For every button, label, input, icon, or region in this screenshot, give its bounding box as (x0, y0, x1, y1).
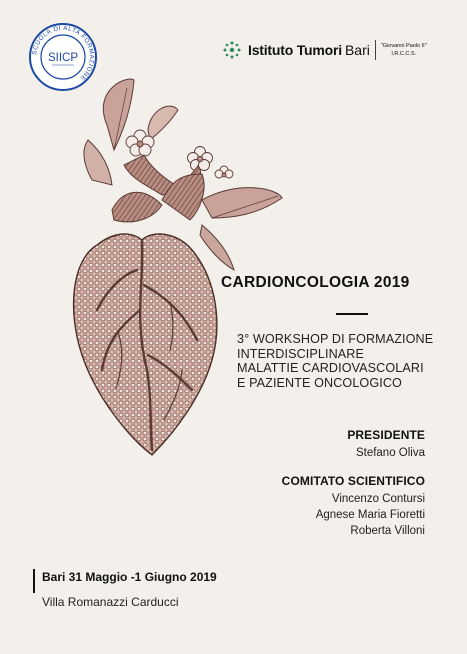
committee-member: Agnese Maria Fioretti (315, 509, 425, 521)
president-name: Stefano Oliva (355, 447, 425, 459)
seal-acronym: SIICP (47, 52, 79, 64)
committee-member: Roberta Villoni (350, 525, 425, 537)
institute-sub-line2: I.R.C.C.S. (391, 51, 417, 57)
institute-name: Istituto Tumori (248, 42, 342, 58)
seal-ring-text: SCUOLA DI ALTA FORMAZIONE (31, 24, 96, 82)
institute-city: Bari (344, 42, 370, 58)
heart-with-flowers-image (52, 70, 292, 470)
event-subtitle (237, 332, 457, 390)
institute-mark-icon (222, 40, 242, 60)
subtitle-line: MALATTIE CARDIOVASCOLARI (237, 361, 424, 375)
event-title: CARDIONCOLOGIA 2019 (221, 274, 410, 291)
president-block (347, 428, 425, 461)
title-divider (336, 313, 368, 315)
date-accent-bar (33, 569, 35, 593)
subtitle-line: INTERDISCIPLINARE (237, 346, 364, 361)
heart-illustration (52, 70, 292, 470)
institute-sub-line1: "Giovanni Paolo II" (380, 43, 427, 49)
event-date: Bari 31 Maggio -1 Giugno 2019 (42, 570, 217, 584)
president-heading: PRESIDENTE (347, 428, 425, 442)
committee-block (282, 474, 425, 539)
committee-heading: COMITATO SCIENTIFICO (281, 474, 425, 488)
event-venue: Villa Romanazzi Carducci (42, 595, 179, 609)
institute-subtitle (381, 42, 427, 58)
istituto-tumori-logo (222, 38, 427, 62)
subtitle-line: E PAZIENTE ONCOLOGICO (237, 375, 402, 390)
subtitle-line: 3° WORKSHOP DI FORMAZIONE (237, 332, 434, 346)
logo-divider (375, 40, 376, 60)
committee-member: Vincenzo Contursi (331, 493, 425, 505)
